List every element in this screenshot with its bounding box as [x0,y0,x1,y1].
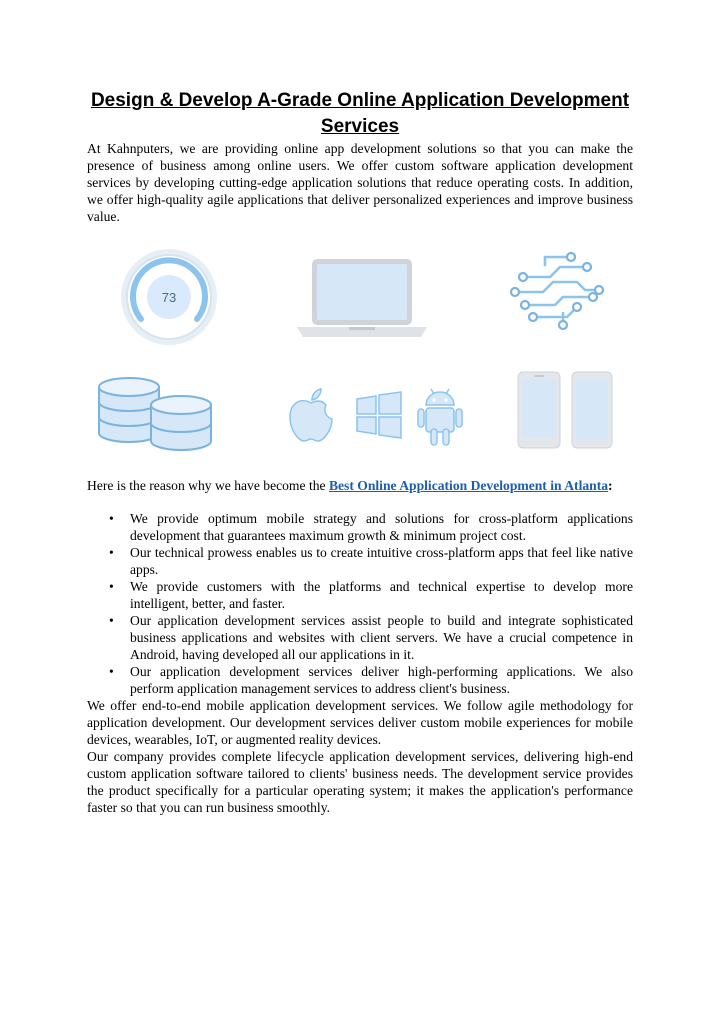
list-item [87,612,633,663]
reasons-list [87,510,633,697]
apple-logo-icon [287,387,335,443]
circuit-brain-icon [505,247,609,331]
bullet-icon: • [109,545,114,560]
windows-logo-icon [355,391,403,439]
services-illustration [87,247,633,477]
lifecycle-paragraph: Our company provides complete lifecycle application development services, delivering high-end custom application software tailored to clients' business needs. The development service provides the product specifically for a particular operating system; it makes the application's performance faster so that you can run business smoothly. [87,749,633,815]
reason-colon: : [608,478,613,493]
phone-icon [517,371,561,449]
list-item-text: Our application development services deliver high-performing applications. We also perform application management services to address client's business. [130,664,633,696]
best-online-app-dev-link[interactable]: Best Online Application Development in Atlanta [328,478,609,493]
bullet-icon: • [109,664,114,679]
android-logo-icon [417,383,463,447]
reason-paragraph [87,477,633,494]
thermostat-value: 73 [161,290,177,305]
thermostat-icon [119,247,219,347]
tablet-icon [571,371,613,449]
page-title: Design & Develop A-Grade Online Application Development Services [90,90,630,137]
database-icon [93,375,223,455]
list-item [87,663,633,697]
end-to-end-paragraph: We offer end-to-end mobile application development services. We follow agile methodology for application development. Our development services deliver custom mobile experiences for mobile devices, wearables, IoT, or augmented reality devices. [87,698,633,747]
list-item-text: Our application development services assist people to build and integrate sophisticated business applications and websites with client servers. We have a crucial competence in Android, having developed all our applications in it. [130,613,633,662]
bullet-icon: • [109,613,114,628]
bullet-icon: • [109,579,114,594]
intro-paragraph: At Kahnputers, we are providing online app development solutions so that you can make the presence of business among online users. We offer custom software application development services by developing cutting-edge application solutions that reduce operating costs. In addition, we offer high-quality agile applications that deliver personalized experiences and improve business value. [87,141,633,224]
list-item-text: Our technical prowess enables us to create intuitive cross-platform apps that feel like native apps. [130,545,633,577]
list-item-text: We provide optimum mobile strategy and solutions for cross-platform applications development that guarantees maximum growth & minimum project cost. [130,511,633,543]
list-item-text: We provide customers with the platforms and technical expertise to develop more intelligent, better, and faster. [130,579,633,611]
document-content [87,88,633,816]
laptop-icon [287,255,437,345]
list-item [87,510,633,544]
bullet-icon: • [109,511,114,526]
reason-lead: Here is the reason why we have become the [87,478,329,493]
list-item [87,578,633,612]
list-item [87,544,633,578]
